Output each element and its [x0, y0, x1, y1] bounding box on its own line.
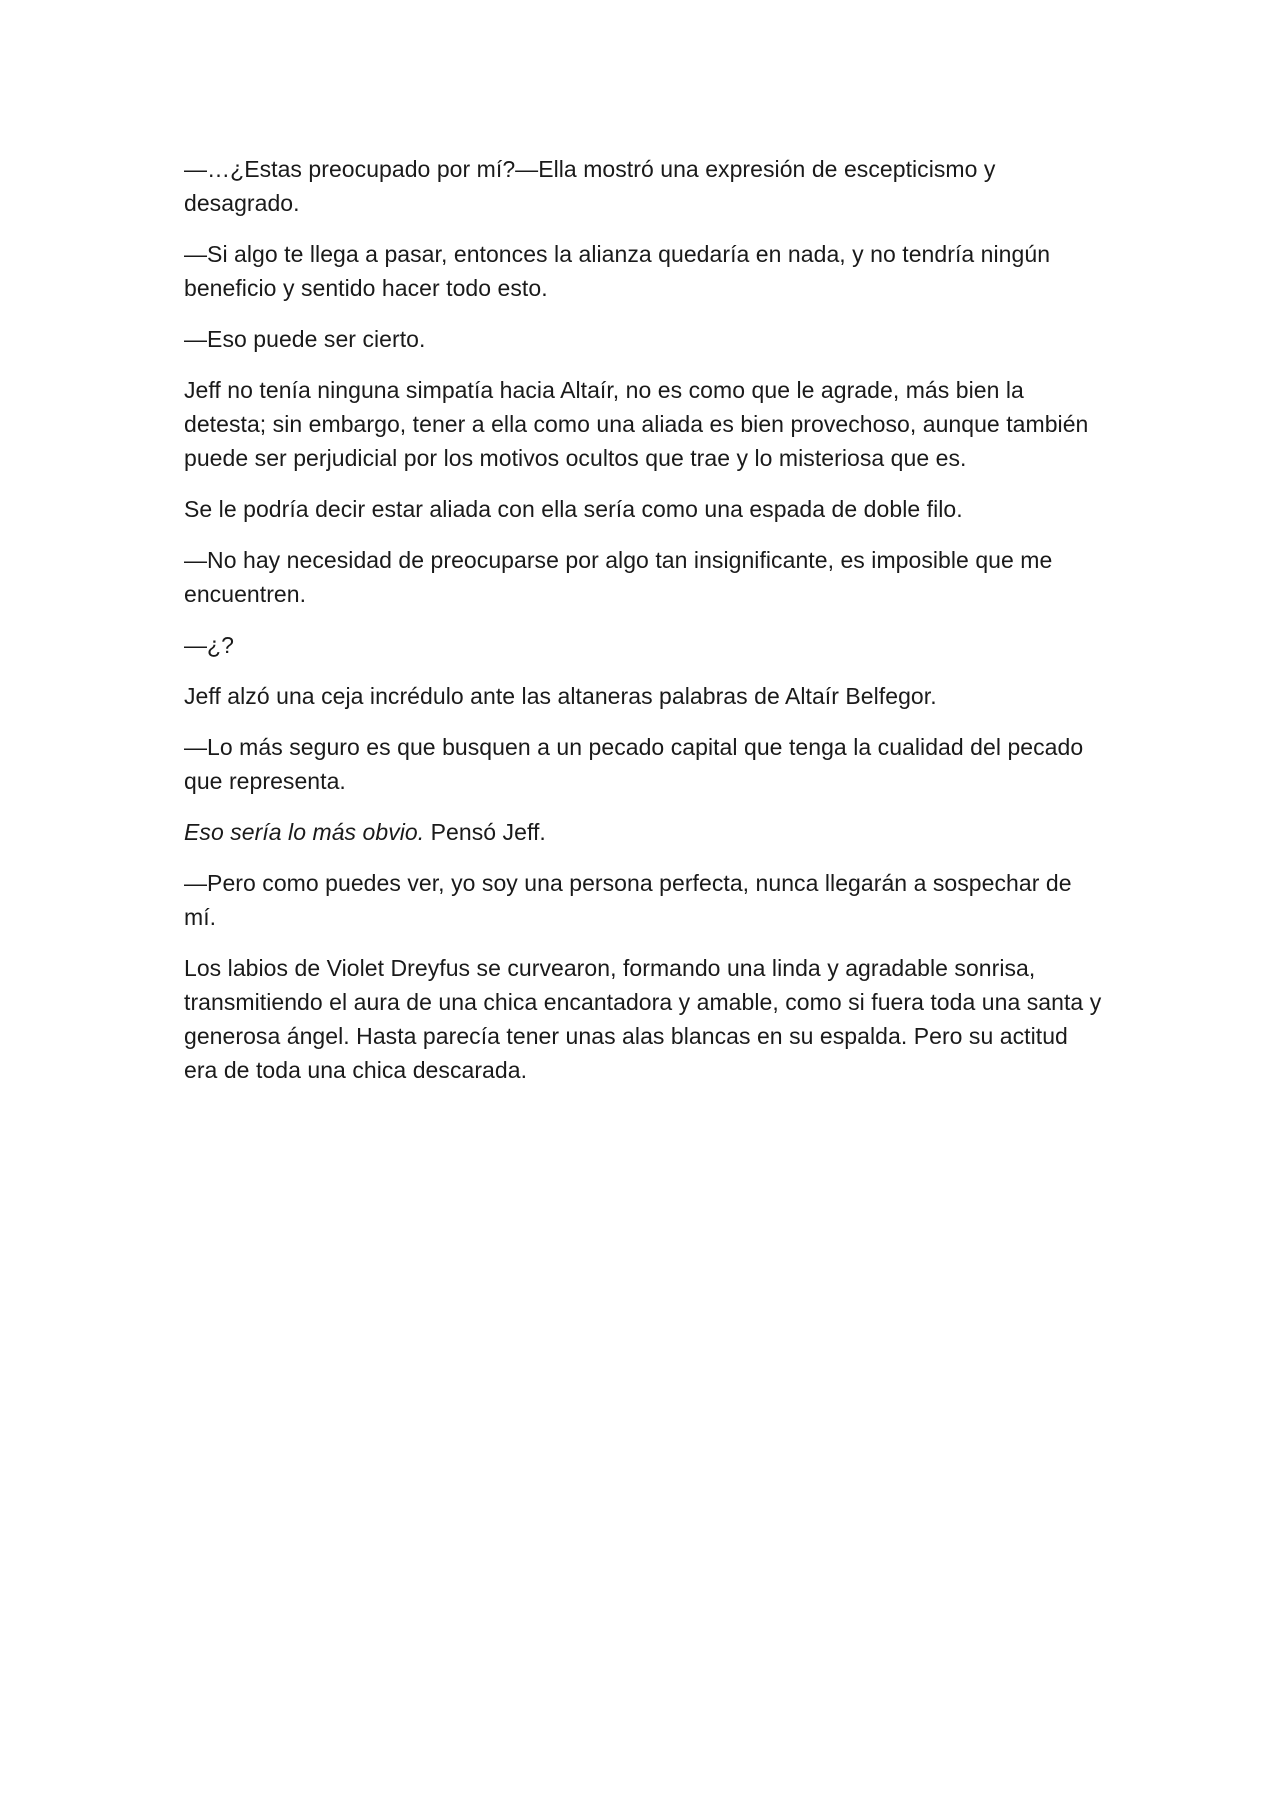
paragraph-2: —Si algo te llega a pasar, entonces la alianza quedaría en nada, y no tendría ningún beneficio y sentido hacer todo esto. — [184, 241, 1051, 301]
paragraph-12: Los labios de Violet Dreyfus se curvearon, formando una linda y agradable sonrisa, transmitiendo el aura de una chica encantadora y amable, como si fuera toda una santa y generosa ángel. Hasta parecía tener unas alas blancas en su espalda. Pero su actitud era de toda una chica descarada. — [184, 955, 1102, 1083]
paragraph-5: Se le podría decir estar aliada con ella sería como una espada de doble filo. — [184, 496, 963, 522]
document-body — [184, 152, 1104, 1104]
paragraph-9: —Lo más seguro es que busquen a un pecado capital que tenga la cualidad del pecado que representa. — [184, 734, 1084, 794]
paragraph-7: —¿? — [184, 632, 234, 658]
thought-attribution: Pensó Jeff. — [424, 819, 546, 845]
paragraph-4: Jeff no tenía ninguna simpatía hacia Altaír, no es como que le agrade, más bien la detesta; sin embargo, tener a ella como una aliada es bien provechoso, aunque también puede ser perjudicial por los motivos ocultos que trae y lo misteriosa que es. — [184, 377, 1089, 471]
paragraph-11: —Pero como puedes ver, yo soy una persona perfecta, nunca llegarán a sospechar de mí. — [184, 870, 1072, 930]
paragraph-6: —No hay necesidad de preocuparse por algo tan insignificante, es imposible que me encuentren. — [184, 547, 1053, 607]
paragraph-3: —Eso puede ser cierto. — [184, 326, 426, 352]
paragraph-10 — [184, 815, 1104, 849]
paragraph-8: Jeff alzó una ceja incrédulo ante las altaneras palabras de Altaír Belfegor. — [184, 683, 937, 709]
italic-thought: Eso sería lo más obvio. — [184, 819, 425, 845]
paragraph-1: —…¿Estas preocupado por mí?—Ella mostró una expresión de escepticismo y desagrado. — [184, 156, 996, 216]
